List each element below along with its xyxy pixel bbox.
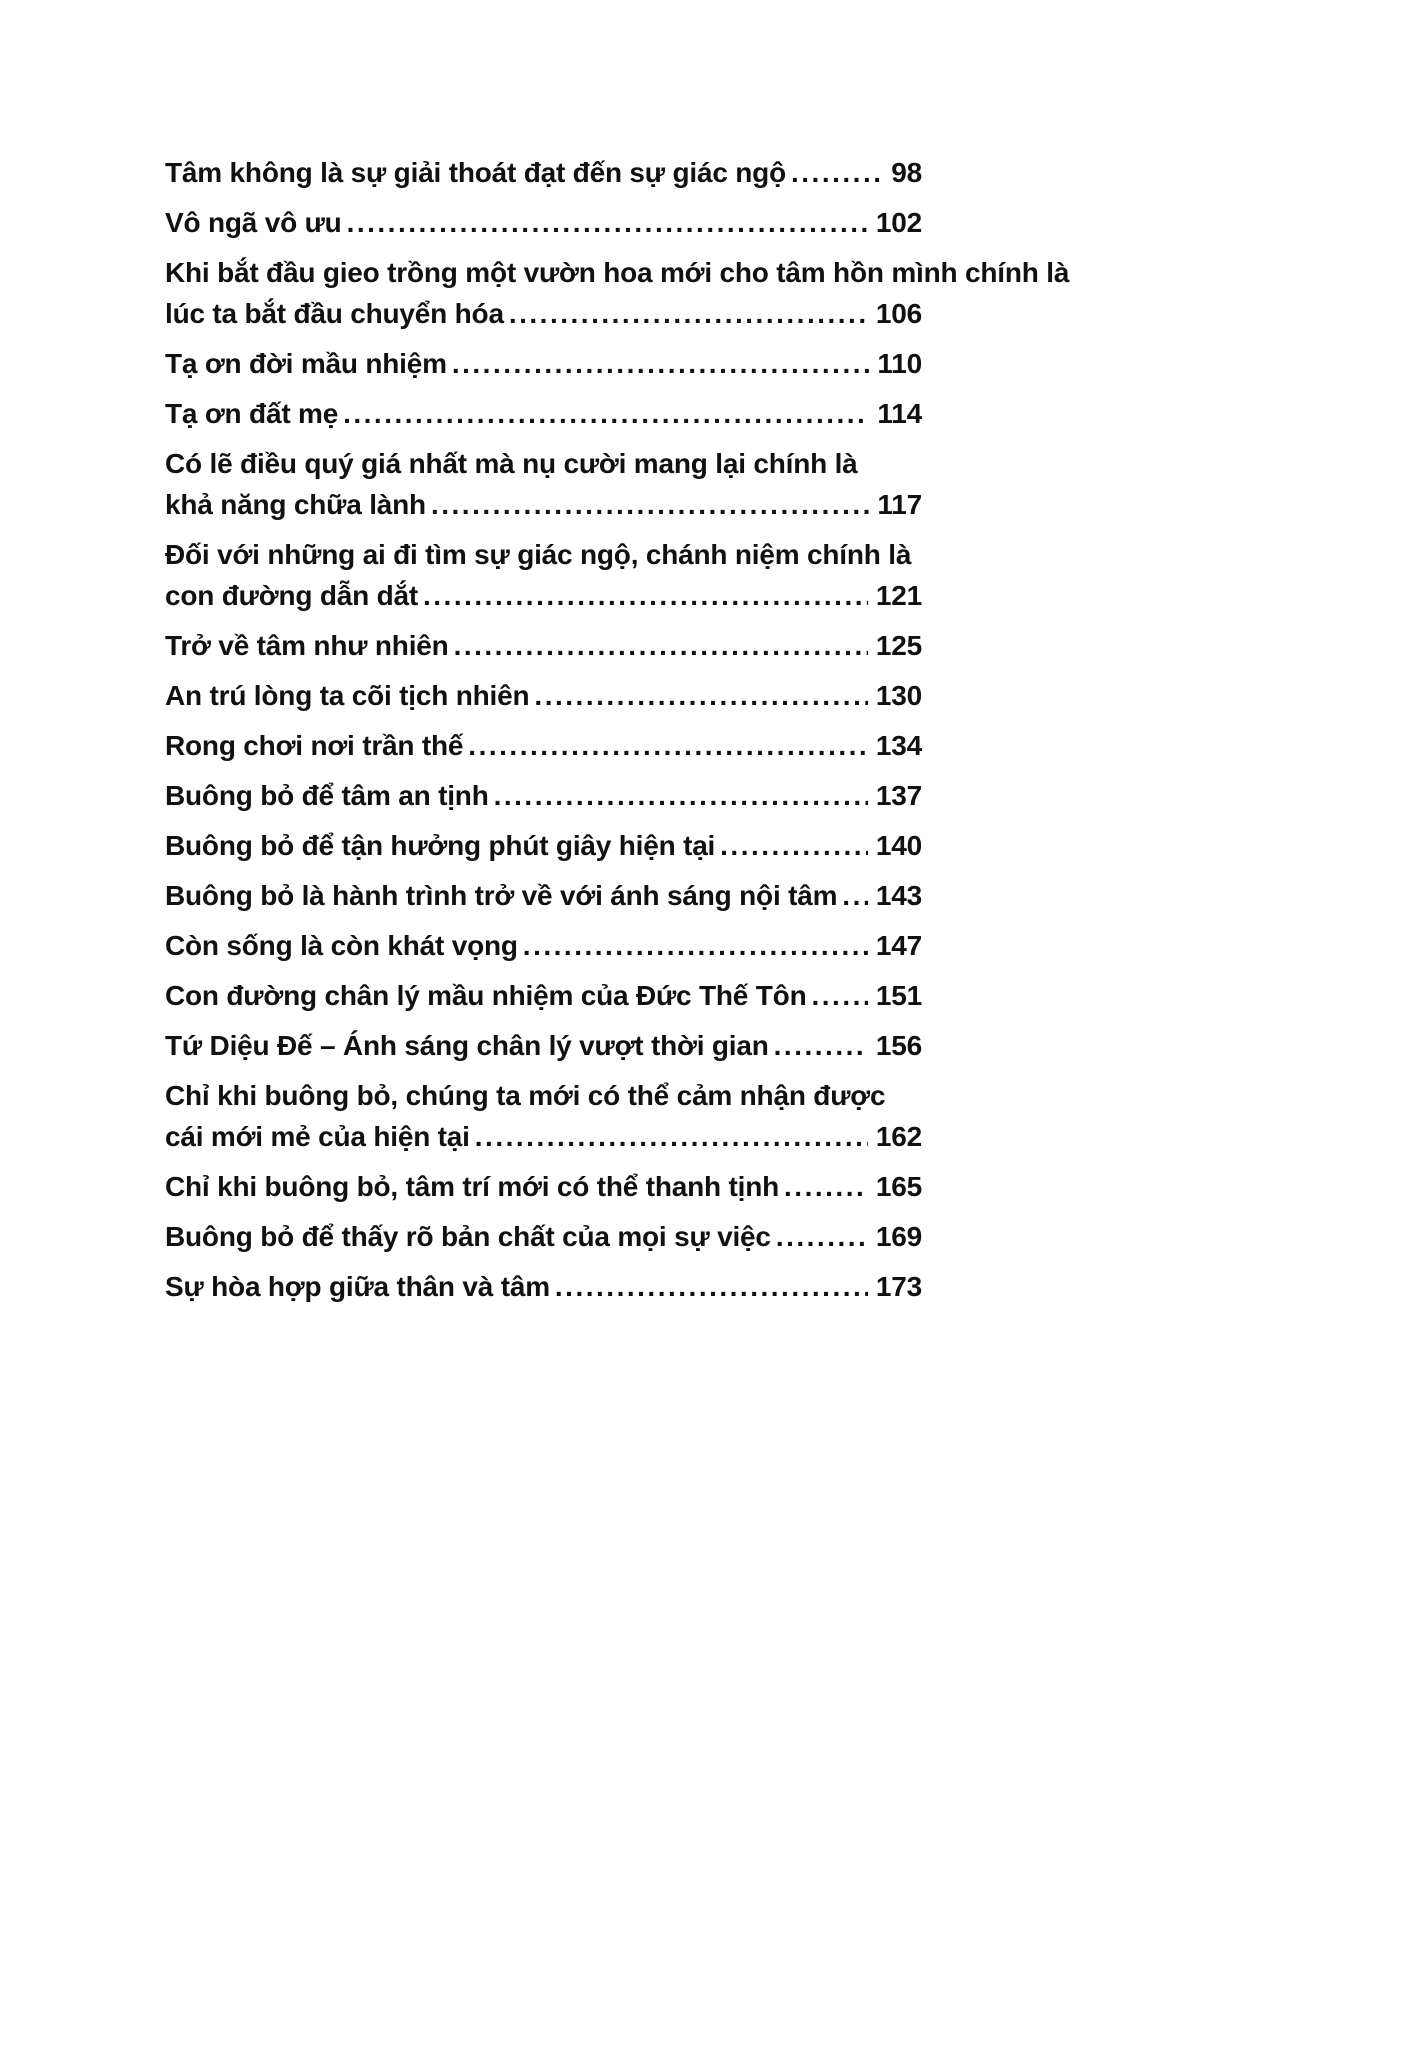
dot-leader: [784, 1166, 868, 1207]
toc-entry-title: Tứ Diệu Đế – Ánh sáng chân lý vượt thời gian: [165, 1030, 769, 1061]
toc-entry-page-number: 140: [875, 830, 922, 861]
toc-entry: [165, 1216, 922, 1257]
toc-entry-line: [165, 1075, 922, 1116]
toc-entry-line: [165, 252, 1070, 293]
toc-entry-title: Buông bỏ để tận hưởng phút giây hiện tại: [165, 830, 716, 861]
dot-leader: [776, 1216, 868, 1257]
toc-entry: [165, 625, 922, 666]
toc-entry-title: Tạ ơn đất mẹ: [165, 398, 339, 429]
toc-entry-line-with-page: [165, 293, 922, 334]
toc-entry-title: Tâm không là sự giải thoát đạt đến sự giác ngộ: [165, 157, 786, 188]
toc-entry-title: Khi bắt đầu gieo trồng một vườn hoa mới cho tâm hồn mình chính là: [165, 257, 1070, 288]
toc-entry-title: con đường dẫn dắt: [165, 580, 418, 611]
toc-entry-title: Trở về tâm như nhiên: [165, 630, 449, 661]
toc-entry-line-with-page: [165, 825, 922, 866]
toc-entry: [165, 1075, 922, 1157]
dot-leader: [774, 1025, 868, 1066]
toc-entry-title: lúc ta bắt đầu chuyển hóa: [165, 298, 504, 329]
toc-entry-page-number: 117: [877, 489, 922, 520]
toc-entry-page-number: 147: [875, 930, 922, 961]
toc-entry: [165, 725, 922, 766]
toc-entry-line-with-page: [165, 393, 922, 434]
toc-entry-line-with-page: [165, 202, 922, 243]
dot-leader: [555, 1266, 868, 1307]
toc-entry-title: Buông bỏ để thấy rõ bản chất của mọi sự việc: [165, 1221, 771, 1252]
toc-entry-page-number: 169: [875, 1221, 922, 1252]
toc-entry-line-with-page: [165, 675, 922, 716]
toc-entry: [165, 925, 922, 966]
toc-entry: [165, 1166, 922, 1207]
dot-leader: [468, 725, 868, 766]
toc-entry: [165, 534, 922, 616]
toc-entry-title: Buông bỏ để tâm an tịnh: [165, 780, 489, 811]
dot-leader: [431, 484, 869, 525]
toc-entry-line: [165, 534, 922, 575]
dot-leader: [423, 575, 868, 616]
toc-entry-line-with-page: [165, 625, 922, 666]
toc-entry-title: Rong chơi nơi trần thế: [165, 730, 464, 761]
toc-entry-line-with-page: [165, 725, 922, 766]
toc-entry-page-number: 173: [875, 1271, 922, 1302]
toc-entry-page-number: 162: [875, 1121, 922, 1152]
toc-entry-line-with-page: [165, 1166, 922, 1207]
dot-leader: [454, 625, 868, 666]
toc-entry: [165, 152, 922, 193]
toc-entry-title: Buông bỏ là hành trình trở về với ánh sáng nội tâm: [165, 880, 838, 911]
dot-leader: [842, 875, 868, 916]
toc-entry-title: An trú lòng ta cõi tịch nhiên: [165, 680, 530, 711]
toc-entry: [165, 1025, 922, 1066]
dot-leader: [791, 152, 883, 193]
toc-entry-line-with-page: [165, 152, 922, 193]
toc-entry-line-with-page: [165, 925, 922, 966]
toc-entry-page-number: 106: [875, 298, 922, 329]
toc-entry-title: Chỉ khi buông bỏ, tâm trí mới có thể thanh tịnh: [165, 1171, 780, 1202]
toc-entry-page-number: 125: [875, 630, 922, 661]
toc-entry-line: [165, 443, 922, 484]
toc-entry: [165, 202, 922, 243]
toc-entry-title: Tạ ơn đời mầu nhiệm: [165, 348, 447, 379]
toc-entry-line-with-page: [165, 575, 922, 616]
toc-entry: [165, 443, 922, 525]
toc-entry-title: khả năng chữa lành: [165, 489, 426, 520]
dot-leader: [509, 293, 868, 334]
dot-leader: [347, 202, 868, 243]
toc-entry-page-number: 137: [875, 780, 922, 811]
toc-entry-line-with-page: [165, 1116, 922, 1157]
dot-leader: [452, 343, 870, 384]
toc-entry: [165, 675, 922, 716]
toc-entry-title: Sự hòa hợp giữa thân và tâm: [165, 1271, 550, 1302]
dot-leader: [534, 675, 867, 716]
toc-entry-line-with-page: [165, 1266, 922, 1307]
toc-entry-title: Con đường chân lý mầu nhiệm của Đức Thế Tôn: [165, 980, 807, 1011]
toc-entry-line-with-page: [165, 1216, 922, 1257]
toc-entry-line-with-page: [165, 343, 922, 384]
toc-entry-page-number: 110: [877, 348, 922, 379]
toc-entry-title: Có lẽ điều quý giá nhất mà nụ cười mang lại chính là: [165, 448, 858, 479]
toc-entry: [165, 875, 922, 916]
toc-entry-title: Đối với những ai đi tìm sự giác ngộ, chánh niệm chính là: [165, 539, 912, 570]
toc-entry: [165, 1266, 922, 1307]
toc-entry-line-with-page: [165, 1025, 922, 1066]
toc-entry-page-number: 151: [875, 980, 922, 1011]
toc-entry-line-with-page: [165, 775, 922, 816]
dot-leader: [475, 1116, 868, 1157]
toc-entry: [165, 825, 922, 866]
toc-entry-page-number: 165: [875, 1171, 922, 1202]
toc-entry-page-number: 98: [891, 157, 922, 188]
dot-leader: [811, 975, 867, 1016]
toc-entry-title: Còn sống là còn khát vọng: [165, 930, 518, 961]
toc-entry-page-number: 102: [875, 207, 922, 238]
toc-entry-title: Chỉ khi buông bỏ, chúng ta mới có thể cảm nhận được: [165, 1080, 886, 1111]
dot-leader: [343, 393, 869, 434]
toc-entry: [165, 975, 922, 1016]
dot-leader: [720, 825, 868, 866]
toc-entry-page-number: 156: [875, 1030, 922, 1061]
toc-entry: [165, 393, 922, 434]
toc-entry-line-with-page: [165, 875, 922, 916]
toc-list: [165, 152, 1070, 1316]
toc-entry: [165, 252, 1070, 334]
toc-entry-title: Vô ngã vô ưu: [165, 207, 342, 238]
toc-entry-line-with-page: [165, 484, 922, 525]
toc-entry-page-number: 114: [877, 398, 922, 429]
toc-entry-page-number: 143: [875, 880, 922, 911]
toc-entry-page-number: 134: [875, 730, 922, 761]
toc-entry: [165, 343, 922, 384]
toc-entry-page-number: 121: [875, 580, 922, 611]
toc-entry: [165, 775, 922, 816]
dot-leader: [523, 925, 868, 966]
toc-entry-line-with-page: [165, 975, 922, 1016]
dot-leader: [494, 775, 868, 816]
toc-entry-title: cái mới mẻ của hiện tại: [165, 1121, 470, 1152]
toc-entry-page-number: 130: [875, 680, 922, 711]
